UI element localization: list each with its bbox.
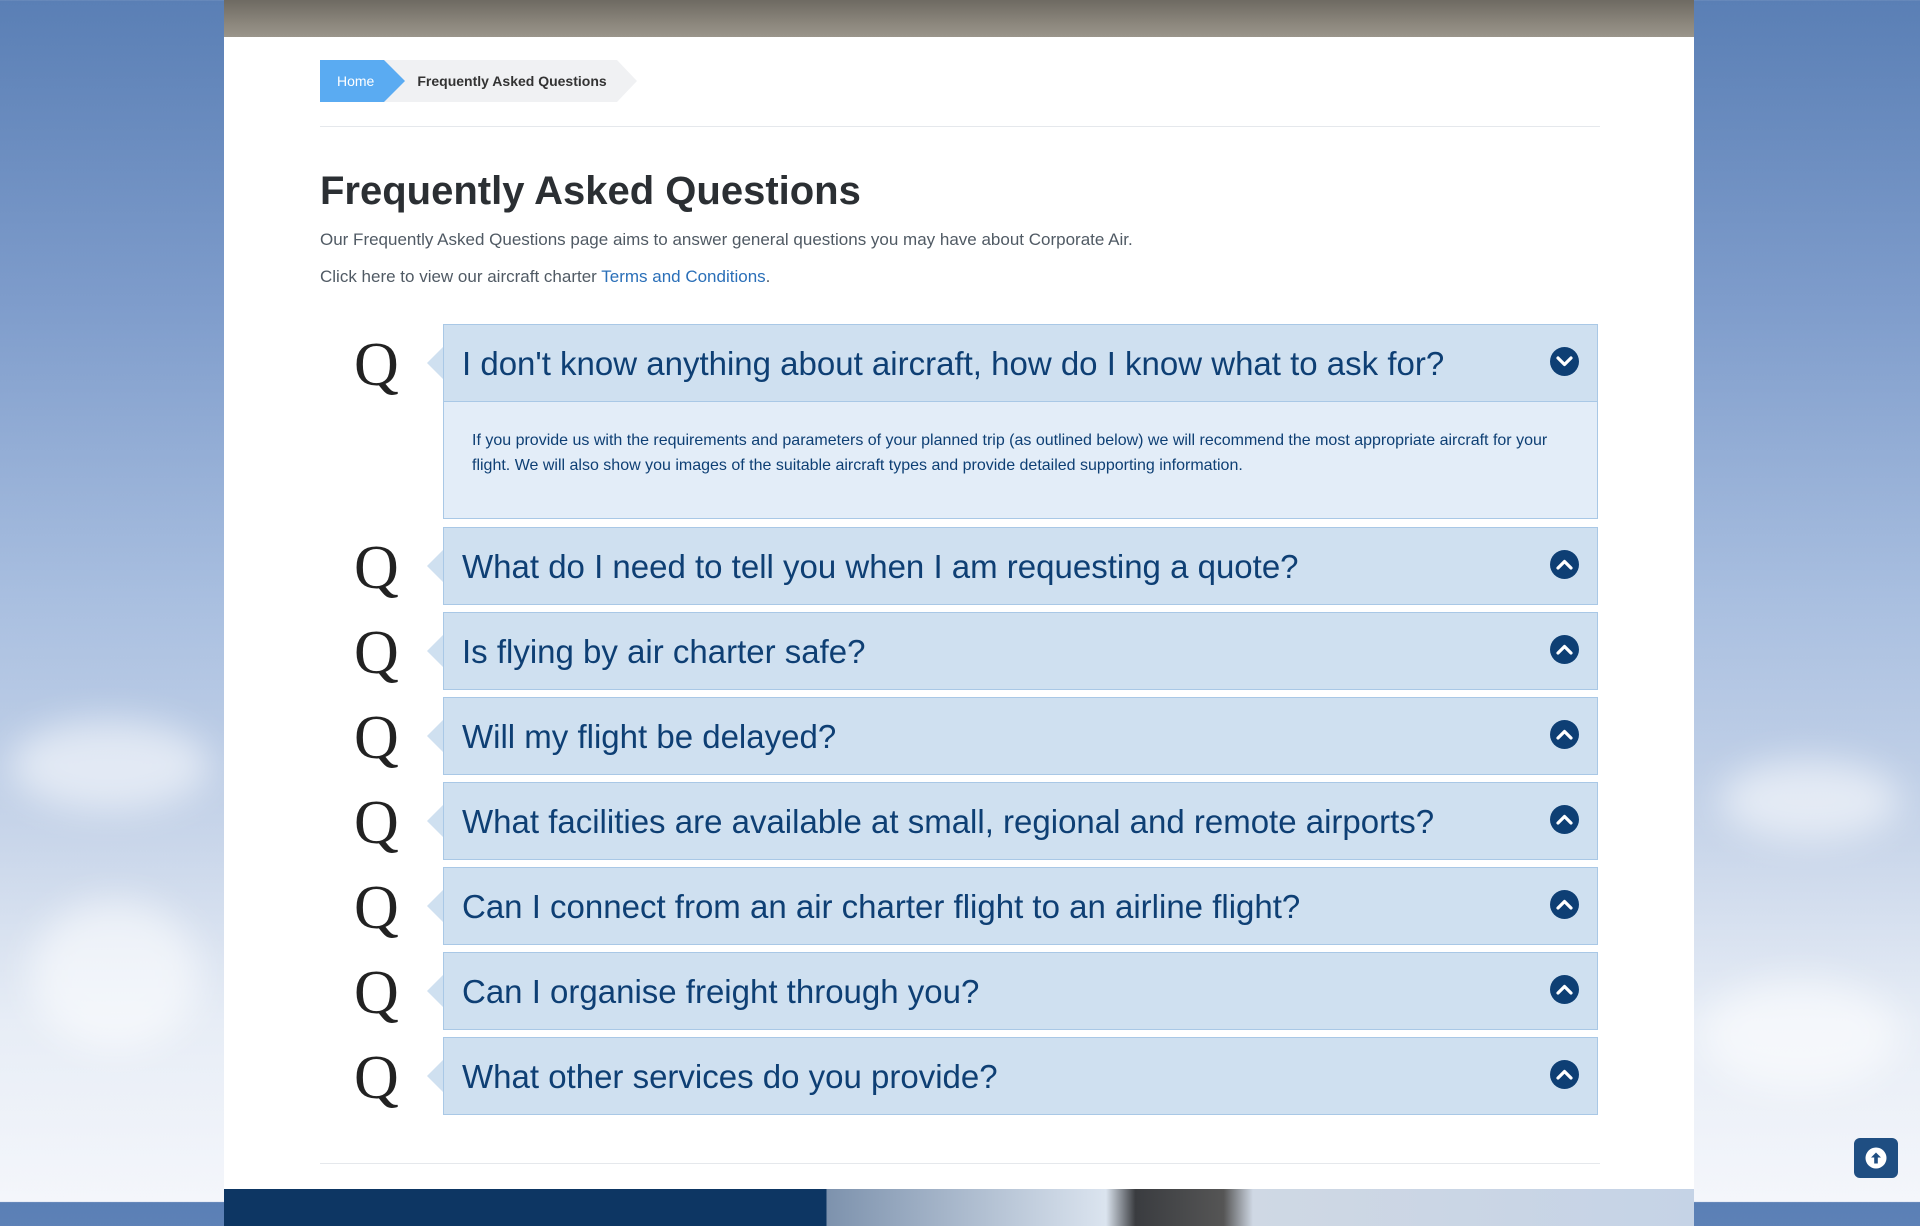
chevron-down-icon[interactable]: [1550, 347, 1579, 376]
background-cloud: [1720, 760, 1900, 840]
faq-question-toggle[interactable]: [443, 612, 1598, 690]
faq-question-toggle[interactable]: [443, 782, 1598, 860]
question-marker: Q: [354, 619, 399, 687]
faq-question-toggle[interactable]: [443, 697, 1598, 775]
chevron-up-icon[interactable]: [1550, 975, 1579, 1004]
background-cloud: [1700, 980, 1900, 1090]
faq-question-toggle[interactable]: [443, 952, 1598, 1030]
question-marker: Q: [354, 874, 399, 942]
terms-prefix: Click here to view our aircraft charter: [320, 267, 602, 286]
faq-question-toggle[interactable]: [443, 867, 1598, 945]
question-marker: Q: [354, 704, 399, 772]
chevron-up-icon[interactable]: [1550, 720, 1579, 749]
chevron-up-icon[interactable]: [1550, 550, 1579, 579]
chevron-up-icon[interactable]: [1550, 805, 1579, 834]
background-cloud: [10, 720, 210, 810]
chevron-up-icon[interactable]: [1550, 635, 1579, 664]
page-title: Frequently Asked Questions: [320, 169, 861, 213]
terms-suffix: .: [765, 267, 771, 286]
breadcrumb-home-link[interactable]: Home: [320, 60, 384, 102]
faq-question: What other services do you provide?: [462, 1058, 998, 1095]
divider: [320, 126, 1600, 127]
question-marker: Q: [354, 959, 399, 1027]
faq-answer-panel: [443, 402, 1598, 519]
faq-question: Is flying by air charter safe?: [462, 633, 866, 670]
chevron-up-icon[interactable]: [1550, 1060, 1579, 1089]
faq-question: Will my flight be delayed?: [462, 718, 837, 755]
hero-image-strip: [224, 0, 1694, 37]
question-marker: Q: [354, 1044, 399, 1112]
faq-question: Can I connect from an air charter flight to an airline flight?: [462, 888, 1301, 925]
faq-question-toggle[interactable]: [443, 1037, 1598, 1115]
question-marker: Q: [354, 789, 399, 857]
faq-question: I don't know anything about aircraft, how do I know what to ask for?: [462, 345, 1445, 382]
faq-question: What do I need to tell you when I am requesting a quote?: [462, 548, 1299, 585]
question-marker: Q: [354, 534, 399, 602]
faq-answer: If you provide us with the requirements and parameters of your planned trip (as outlined below) we will recommend the most appropriate aircraft for your flight. We will also show you images of the suitable aircraft types and provide detailed supporting information.: [472, 432, 1548, 474]
breadcrumb-current: Frequently Asked Questions: [384, 60, 616, 102]
divider: [320, 1163, 1600, 1164]
terms-and-conditions-link[interactable]: Terms and Conditions: [601, 267, 766, 286]
faq-question: Can I organise freight through you?: [462, 973, 980, 1010]
faq-question-toggle[interactable]: [443, 527, 1598, 605]
terms-text: [320, 267, 770, 287]
faq-question: What facilities are available at small, regional and remote airports?: [462, 803, 1435, 840]
breadcrumb: [320, 60, 617, 102]
intro-text: Our Frequently Asked Questions page aims to answer general questions you may have about Corporate Air.: [320, 230, 1133, 249]
page-content: [224, 37, 1694, 1189]
background-cloud: [30, 900, 200, 1050]
scroll-to-top-button[interactable]: [1854, 1138, 1898, 1178]
chevron-up-icon[interactable]: [1550, 890, 1579, 919]
arrow-up-circle-icon: [1864, 1146, 1888, 1170]
footer-banner-image: [224, 1189, 1694, 1226]
faq-question-toggle[interactable]: [443, 324, 1598, 402]
question-marker: Q: [354, 331, 399, 399]
